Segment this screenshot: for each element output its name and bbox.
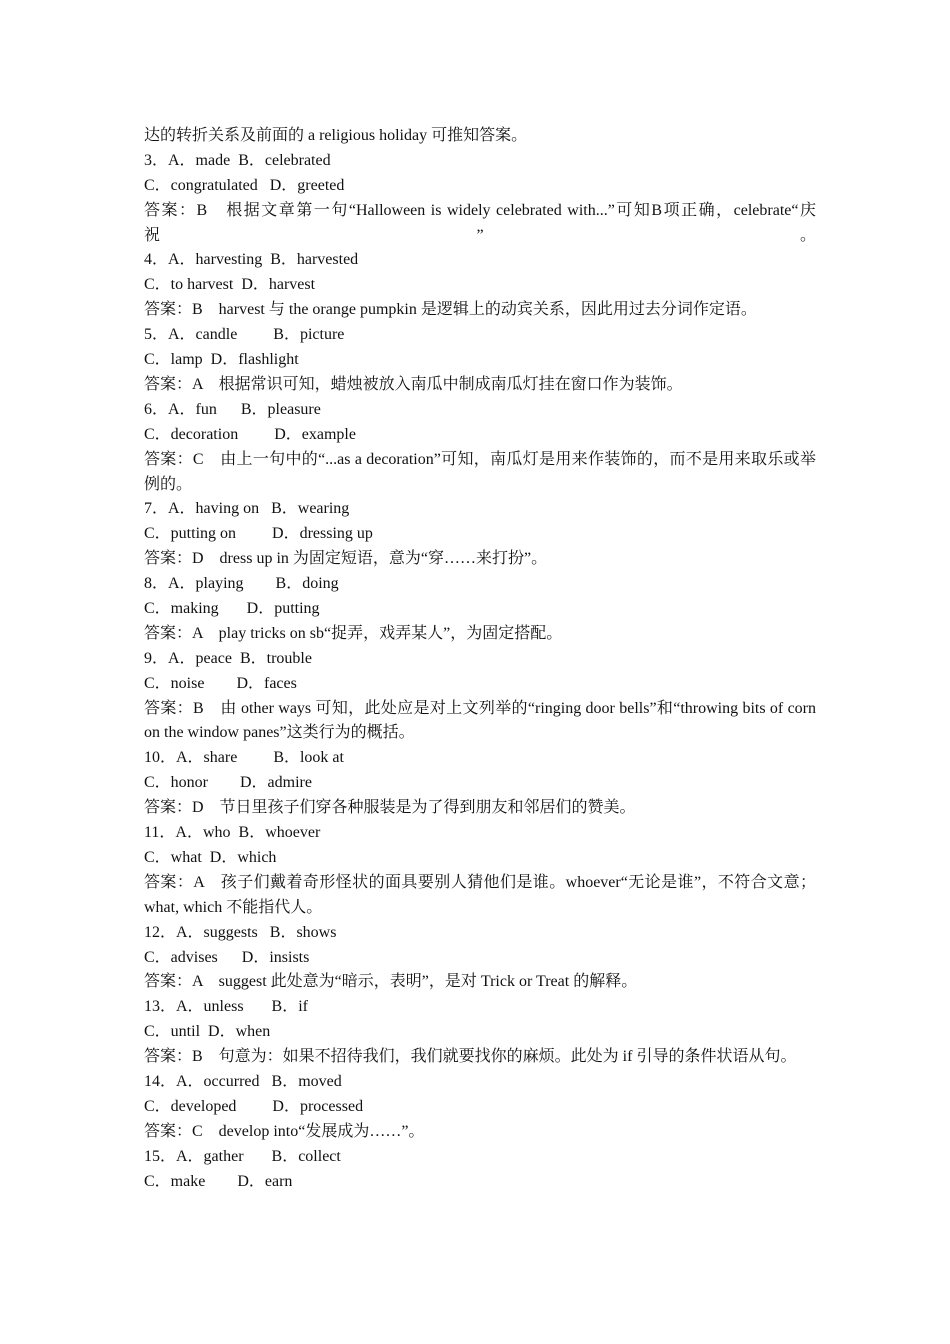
question-5-options-cd: C．lamp D．flashlight — [144, 351, 299, 369]
answer-13: 答案：B 句意为：如果不招待我们，我们就要找你的麻烦。此处为 if 引导的条件状语从句。 — [144, 1048, 797, 1066]
question-10-options-cd: C．honor D．admire — [144, 774, 312, 792]
question-12-options-ab: 12．A．suggests B．shows — [144, 923, 337, 941]
question-3-options-cd: C．congratulated D．greeted — [144, 176, 345, 194]
question-5-options-ab: 5．A．candle B．picture — [144, 326, 345, 344]
answer-7: 答案：D dress up in 为固定短语，意为“穿……来打扮”。 — [144, 550, 548, 568]
question-14-options-ab: 14．A．occurred B．moved — [144, 1072, 342, 1090]
question-4-options-ab: 4．A．harvesting B．harvested — [144, 251, 359, 269]
question-8-options-ab: 8．A．playing B．doing — [144, 575, 339, 593]
document-page — [144, 124, 816, 1194]
question-6-options-cd: C．decoration D．example — [144, 425, 356, 443]
question-9-options-ab: 9．A．peace B．trouble — [144, 649, 312, 667]
question-8-options-cd: C．making D．putting — [144, 599, 320, 617]
question-13-options-cd: C．until D．when — [144, 1023, 271, 1041]
answer-3: 答案：B 根据文章第一句“Halloween is widely celebrated with...”可知B项正确，celebrate“庆祝”。 — [144, 201, 816, 244]
answer-5: 答案：A 根据常识可知，蜡烛被放入南瓜中制成南瓜灯挂在窗口作为装饰。 — [144, 375, 683, 393]
question-7-options-cd: C．putting on D．dressing up — [144, 525, 373, 543]
answer-4: 答案：B harvest 与 the orange pumpkin 是逻辑上的动宾关系，因此用过去分词作定语。 — [144, 301, 757, 319]
question-15-options-ab: 15．A．gather B．collect — [144, 1147, 341, 1165]
answer-9: 答案：B 由 other ways 可知，此处应是对上文列举的“ringing door bells”和“throwing bits of corn on the window panes”这类行为的概括。 — [144, 699, 816, 742]
question-6-options-ab: 6．A．fun B．pleasure — [144, 400, 321, 418]
answer-8: 答案：A play tricks on sb“捉弄，戏弄某人”，为固定搭配。 — [144, 624, 563, 642]
question-4-options-cd: C．to harvest D．harvest — [144, 276, 316, 294]
question-13-options-ab: 13．A．unless B．if — [144, 998, 309, 1016]
question-11-options-ab: 11．A．who B．whoever — [144, 824, 321, 842]
answer-10: 答案：D 节日里孩子们穿各种服装是为了得到朋友和邻居们的赞美。 — [144, 799, 636, 817]
answer-continuation: 达的转折关系及前面的 a religious holiday 可推知答案。 — [144, 127, 528, 144]
question-11-options-cd: C．what D．which — [144, 848, 277, 866]
question-7-options-ab: 7．A．having on B．wearing — [144, 500, 350, 518]
question-15-options-cd: C．make D．earn — [144, 1172, 293, 1190]
question-12-options-cd: C．advises D．insists — [144, 948, 310, 966]
question-3-options-ab: 3．A．made B．celebrated — [144, 151, 331, 169]
question-14-options-cd: C．developed D．processed — [144, 1097, 364, 1115]
answer-6: 答案：C 由上一句中的“...as a decoration”可知，南瓜灯是用来作装饰的，而不是用来取乐或举例的。 — [144, 450, 816, 493]
answer-11: 答案：A 孩子们戴着奇形怪状的面具要别人猜他们是谁。whoever“无论是谁”，不符合文意；what, which 不能指代人。 — [144, 873, 816, 916]
question-10-options-ab: 10．A．share B．look at — [144, 749, 344, 767]
answer-14: 答案：C develop into“发展成为……”。 — [144, 1122, 425, 1140]
question-9-options-cd: C．noise D．faces — [144, 674, 297, 692]
answer-12: 答案：A suggest 此处意为“暗示，表明”，是对 Trick or Treat 的解释。 — [144, 973, 638, 991]
